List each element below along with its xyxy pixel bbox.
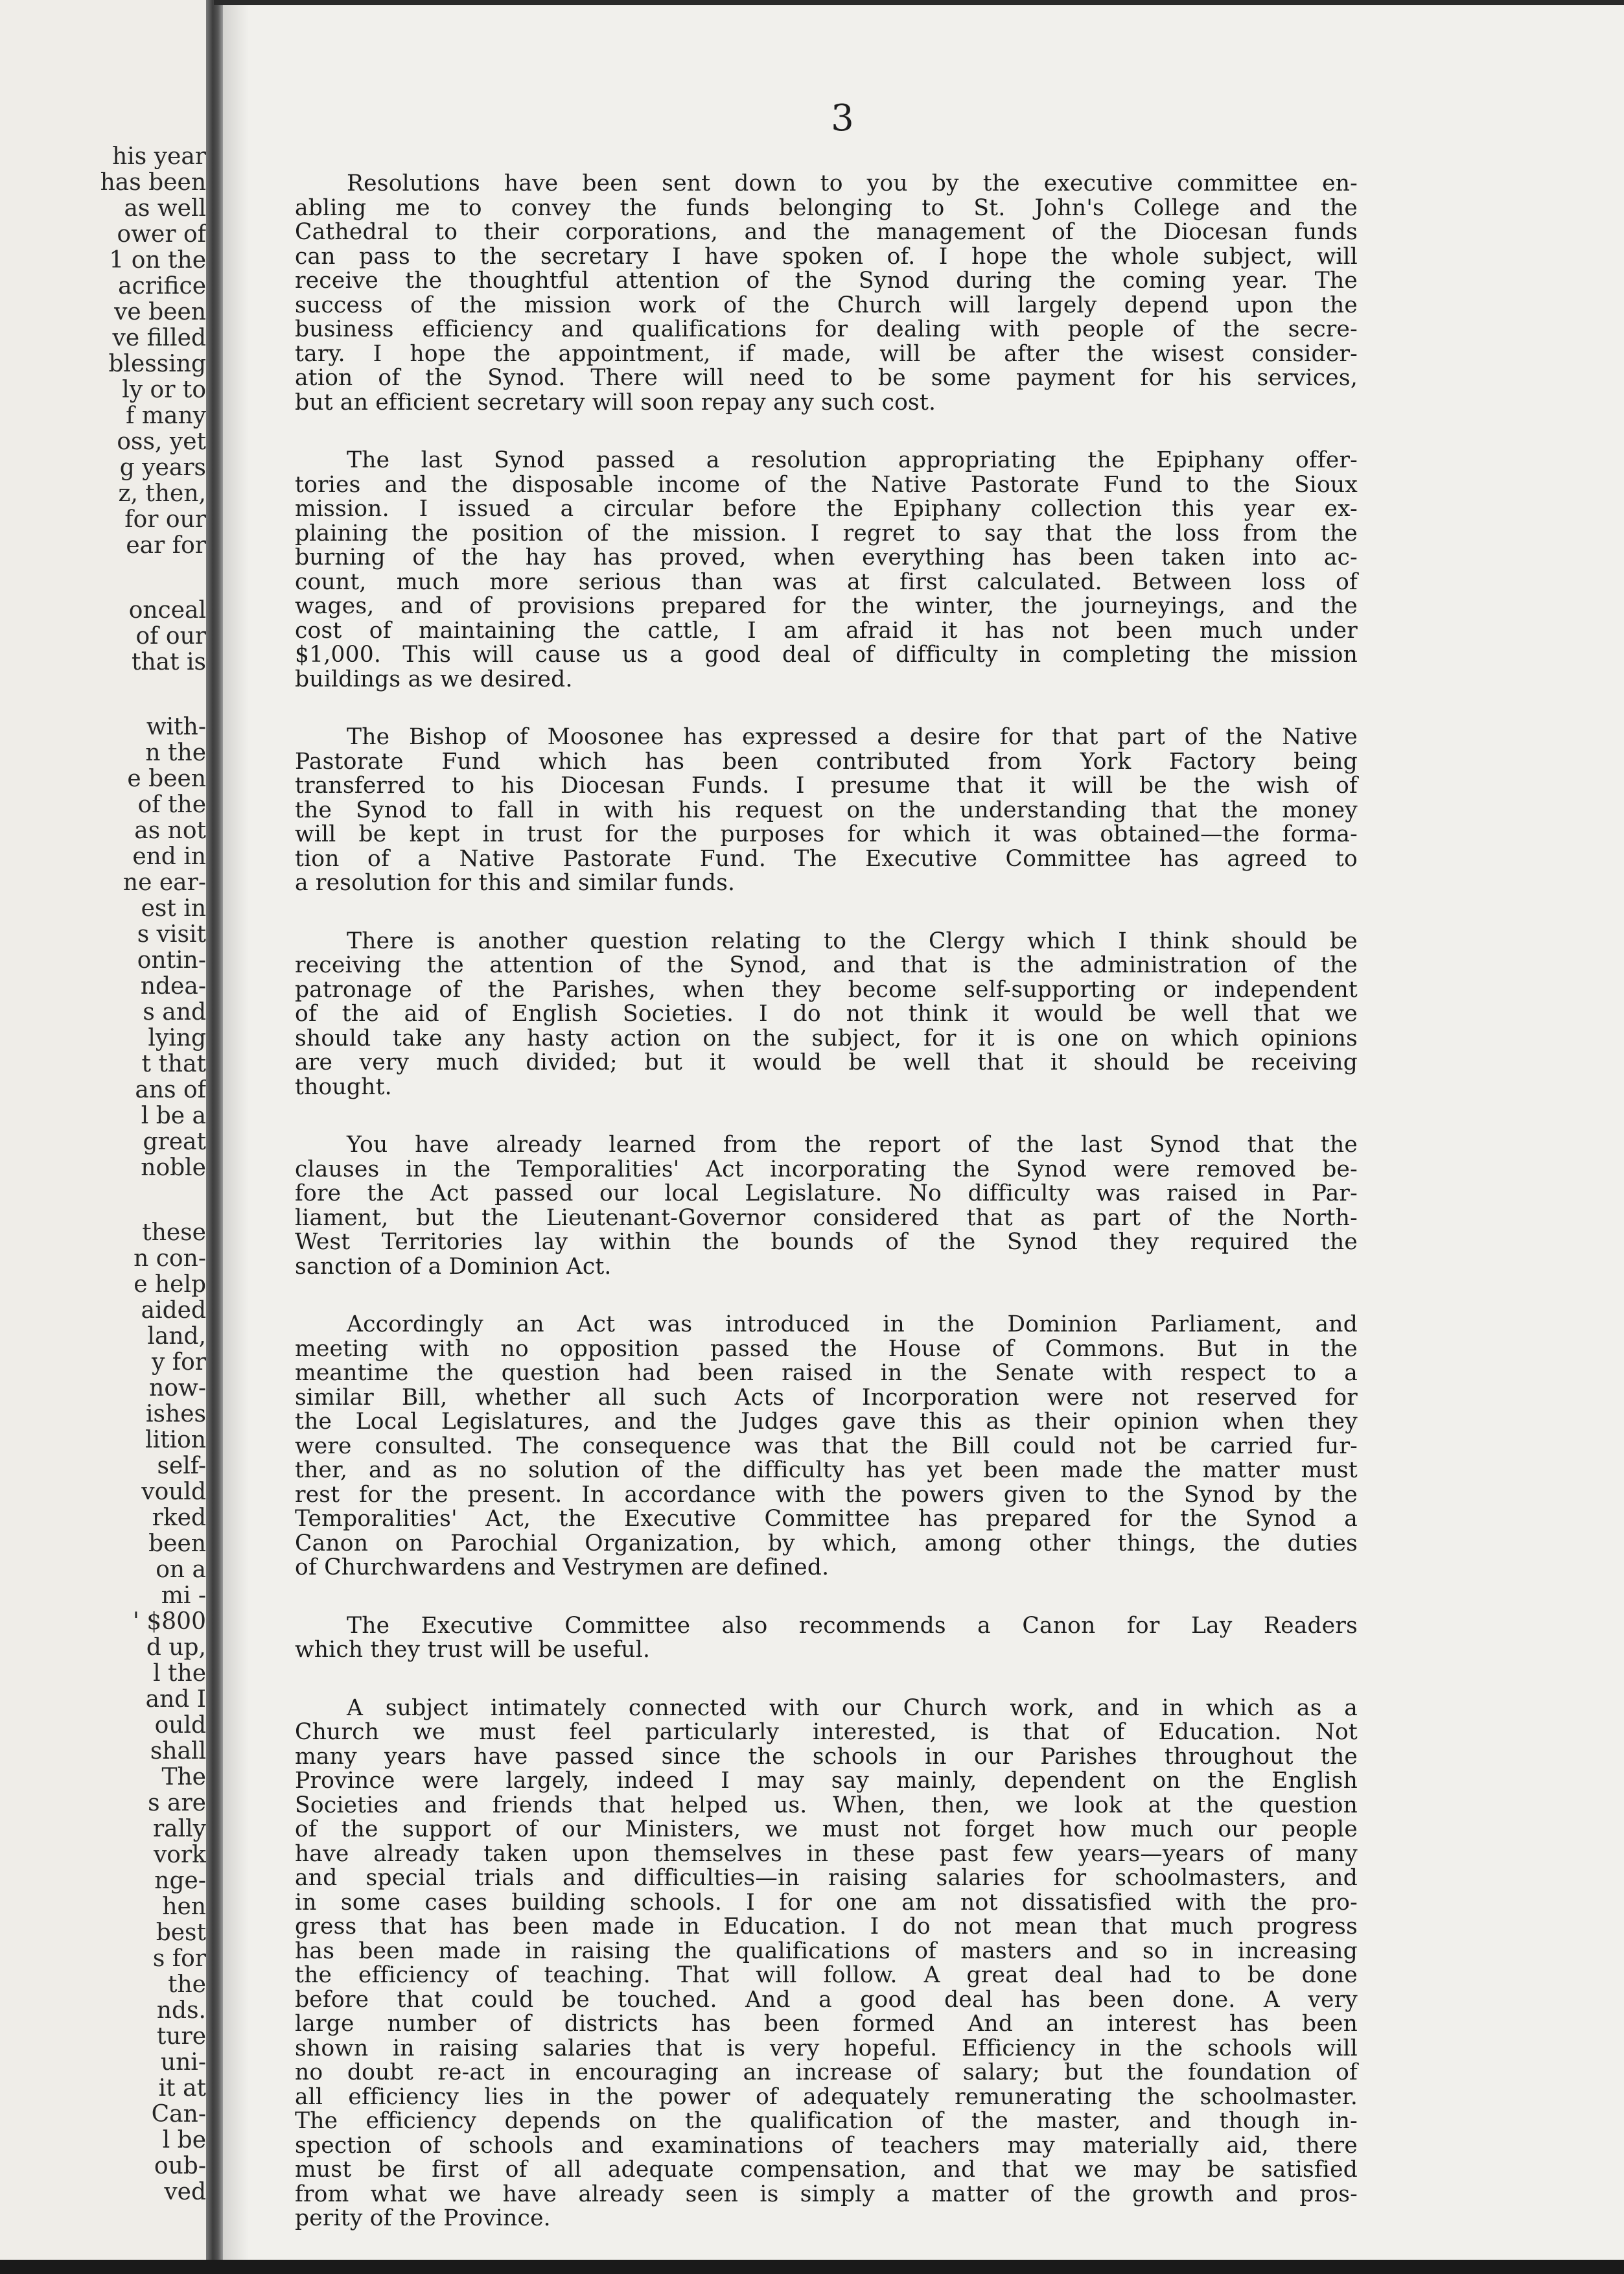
text-line: $1,000. This will cause us a good deal of difficulty in completing the mission [295,642,1358,668]
left-page-line: ans of [135,1077,206,1103]
text-line: meeting with no opposition passed the House of Commons. But in the [295,1335,1358,1362]
text-line: perity of the Province. [295,2205,551,2231]
left-page-line: lition [145,1427,206,1453]
text-line: of Churchwardens and Vestrymen are defined. [295,1554,829,1580]
left-page-line: est in [141,895,206,922]
gutter-shadow [223,0,249,2260]
text-line: thought. [295,1073,392,1100]
left-page-line: ontin- [137,947,206,974]
left-page-line: noble [141,1155,206,1181]
text-line: before that could be touched. And a good deal has been done. A very [295,1986,1358,2013]
text-line: Temporalities' Act, the Executive Committee has prepared for the Synod a [295,1506,1358,1532]
text-line: burning of the hay has proved, when everything has been taken into ac- [295,545,1358,570]
left-page-line: rally [152,1816,206,1842]
left-page-line: end in [132,843,206,870]
left-page-line: mi - [161,1582,206,1609]
left-page-line: shall [150,1738,206,1764]
left-page-line: oss, yet [117,428,206,455]
left-page-line: ture [156,2023,206,2050]
left-page-line: self- [157,1453,206,1479]
paragraph [295,172,1358,415]
main-text-body [295,172,1358,2265]
text-line: in some cases building schools. I for one am not dissatisfied with the pro- [295,1889,1358,1916]
left-page-line: has been [100,169,206,196]
text-line: Pastorate Fund which has been contributed from York Factory being [295,748,1358,775]
text-line: no doubt re-act in encouraging an increase of salary; but the foundation of [295,2059,1358,2085]
left-page-line: g years [119,454,206,481]
text-line: which they trust will be useful. [295,1637,651,1663]
text-line: receiving the attention of the Synod, and that is the administration of the [295,952,1358,978]
text-line: There is another question relating to the Clergy which I think should be [347,928,1358,954]
text-line: from what we have already seen is simply a matter of the growth and pros- [295,2181,1358,2207]
left-page-line: ishes [146,1401,206,1427]
paragraph [295,725,1358,896]
text-line: ther, and as no solution of the difficulty has yet been made the matter must [295,1457,1358,1483]
text-line: are very much divided; but it would be well that it should be receiving [295,1049,1358,1075]
left-page-line: nds. [156,1997,206,2024]
left-page-line: on a [156,1556,206,1583]
paragraph [295,1133,1358,1279]
text-line: Province were largely, indeed I may say mainly, dependent on the English [295,1768,1358,1794]
left-page-line: ve been [114,299,206,325]
text-line: mission. I issued a circular before the Epiphany collection this year ex- [295,496,1358,522]
text-line: Resolutions have been sent down to you by the executive committee en- [347,170,1358,196]
text-line: of the support of our Ministers, we must not forget how much our people [295,1816,1358,1842]
text-line: West Territories lay within the bounds of the Synod they required the [295,1229,1358,1255]
text-line: should take any hasty action on the subject, for it is one on which opinions [295,1025,1358,1051]
left-page-line: s are [148,1790,206,1816]
text-line: count, much more serious than was at first calculated. Between loss of [295,568,1358,595]
left-page-line: s visit [137,921,206,948]
page-number: 3 [831,97,854,139]
left-page-line: the [168,1971,206,1998]
text-line: large number of districts has been formed And an interest has been [295,2011,1358,2037]
left-page-line: it at [158,2075,206,2102]
left-page-line: s for [152,1945,206,1972]
left-page-line: his year [112,143,206,170]
text-line: wages, and of provisions prepared for the winter, the journeyings, and the [295,593,1358,619]
left-page-line: and I [145,1686,206,1713]
text-line: can pass to the secretary I have spoken of. I hope the whole subject, will [295,243,1358,270]
left-page-line: with- [146,714,206,740]
text-line: The Bishop of Moosonee has expressed a desire for that part of the Native [347,724,1358,750]
left-page-line: d up, [146,1634,206,1661]
text-line: has been made in raising the qualifications of masters and so in increasing [295,1938,1358,1964]
text-line: of the aid of English Societies. I do not think it would be well that we [295,1001,1358,1027]
left-page-line: aided [141,1297,206,1324]
text-line: gress that has been made in Education. I do not mean that much progress [295,1914,1358,1940]
text-line: the Local Legislatures, and the Judges gave this as their opinion when they [295,1409,1358,1435]
left-page-line: e help [133,1271,206,1298]
left-page-line: as well [124,195,206,222]
left-page-line: hen [162,1893,206,1920]
text-line: The efficiency depends on the qualification of the master, and though in- [295,2108,1358,2134]
left-page-line: blessing [108,351,206,377]
text-line: buildings as we desired. [295,666,573,692]
text-line: tion of a Native Pastorate Fund. The Executive Committee has agreed to [295,845,1358,872]
left-page-line: rked [152,1505,206,1531]
text-line: Cathedral to their corporations, and the management of the Diocesan funds [295,219,1358,245]
left-page-line: nge- [154,1868,206,1894]
text-line: transferred to his Diocesan Funds. I presume that it will be the wish of [295,773,1358,799]
text-line: the Synod to fall in with his request on the understanding that the money [295,797,1358,823]
text-line: meantime the question had been raised in the Senate with respect to a [295,1360,1358,1386]
text-line: will be kept in trust for the purposes for which it was obtained—the forma- [295,821,1358,847]
left-page-line: for our [124,506,206,533]
text-line: were consulted. The consequence was that the Bill could not be carried fur- [295,1433,1358,1459]
text-line: all efficiency lies in the power of adequately remunerating the schoolmaster. [295,2083,1358,2110]
left-page-line: now- [149,1375,206,1401]
left-page-line: ' $800 [133,1608,206,1635]
left-page-line: t that [141,1051,206,1077]
text-line: liament, but the Lieutenant-Governor considered that as part of the North- [295,1204,1358,1231]
left-page-line: acrifice [118,273,206,299]
text-line: shown in raising salaries that is very hopeful. Efficiency in the schools will [295,2035,1358,2061]
left-page-line: ould [154,1712,206,1739]
left-page-line: l the [153,1660,206,1687]
text-line: The last Synod passed a resolution appropriating the Epiphany offer- [347,447,1358,473]
paragraph [295,1313,1358,1580]
paragraph [295,1614,1358,1663]
text-line: many years have passed since the schools in our Parishes throughout the [295,1743,1358,1770]
text-line: cost of maintaining the cattle, I am afraid it has not been much under [295,617,1358,644]
book-gutter [206,0,223,2260]
text-line: must be first of all adequate compensation, and that we may be satisfied [295,2157,1358,2183]
text-line: but an efficient secretary will soon repay any such cost. [295,389,936,416]
left-page-line: f many [126,403,206,429]
left-page-line: Can- [151,2101,206,2127]
text-line: success of the mission work of the Church will largely depend upon the [295,292,1358,318]
text-line: spection of schools and examinations of teachers may materially aid, there [295,2132,1358,2159]
text-line: the efficiency of teaching. That will follow. A great deal had to be done [295,1962,1358,1988]
text-line: The Executive Committee also recommends a Canon for Lay Readers [347,1612,1358,1639]
text-line: A subject intimately connected with our Church work, and in which as a [347,1694,1358,1721]
top-scan-edge [214,0,1624,5]
left-page-line: z, then, [118,480,206,507]
left-page-line: s and [143,999,206,1026]
left-page-line: of our [135,623,206,650]
text-line: patronage of the Parishes, when they become self-supporting or independent [295,976,1358,1003]
left-page-line: l be a [141,1103,206,1129]
left-page-line: ne ear- [122,869,206,896]
paragraph [295,449,1358,692]
left-facing-page [0,0,206,2260]
text-line: a resolution for this and similar funds. [295,870,736,896]
paragraph [295,1696,1358,2231]
left-page-line: e been [127,766,206,792]
text-line: ation of the Synod. There will need to be some payment for his services, [295,365,1358,391]
left-page-line: vork [153,1842,206,1868]
left-page-line: lying [148,1025,206,1051]
left-page-line: best [156,1919,206,1946]
text-line: and special trials and difficulties—in raising salaries for schoolmasters, and [295,1865,1358,1891]
text-line: plaining the position of the mission. I regret to say that the loss from the [295,520,1358,546]
text-line: Canon on Parochial Organization, by which, among other things, the duties [295,1530,1358,1556]
text-line: similar Bill, whether all such Acts of Incorporation were not reserved for [295,1384,1358,1411]
bottom-scan-edge [0,2260,1624,2274]
left-page-line: that is [131,649,206,675]
left-page-line: uni- [160,2049,206,2076]
left-page-line: land, [147,1323,206,1350]
left-page-line: 1 on the [109,247,206,274]
text-line: tories and the disposable income of the Native Pastorate Fund to the Sioux [295,471,1358,498]
paragraph [295,930,1358,1100]
text-line: have already taken upon themselves in these past few years—years of many [295,1840,1358,1867]
text-line: You have already learned from the report of the last Synod that the [347,1132,1358,1158]
left-page-line: n con- [133,1245,206,1272]
text-line: Accordingly an Act was introduced in the Dominion Parliament, and [347,1311,1358,1337]
left-page-line: ower of [117,221,206,248]
text-line: Church we must feel particularly interested, is that of Education. Not [295,1719,1358,1745]
left-page-line: ly or to [122,377,206,403]
text-line: fore the Act passed our local Legislature. No difficulty was raised in Par- [295,1180,1358,1206]
text-line: receive the thoughtful attention of the Synod during the coming year. The [295,268,1358,294]
left-page-line: been [148,1530,206,1557]
left-page-line: The [161,1764,206,1790]
left-page-line: as not [134,817,206,844]
left-page-line: great [143,1129,206,1155]
left-page-line: ear for [126,532,206,559]
left-page-line: n the [145,740,206,766]
left-page-line: ved [164,2179,206,2205]
left-page-line: of the [137,791,206,818]
left-page-line: oub- [154,2153,206,2179]
text-line: abling me to convey the funds belonging to St. John's College and the [295,194,1358,221]
text-line: clauses in the Temporalities' Act incorporating the Synod were removed be- [295,1156,1358,1182]
text-line: tary. I hope the appointment, if made, will be after the wisest consider- [295,340,1358,367]
text-line: sanction of a Dominion Act. [295,1253,612,1280]
left-page-line: ve filled [112,325,206,351]
left-page-line: onceal [128,597,206,624]
text-line: Societies and friends that helped us. When, then, we look at the question [295,1792,1358,1818]
text-line: rest for the present. In accordance with the powers given to the Synod by the [295,1481,1358,1508]
left-page-line: y for [152,1349,206,1376]
text-line: business efficiency and qualifications for dealing with people of the secre- [295,316,1358,342]
left-page-line: ndea- [140,973,206,1000]
left-page-line: these [142,1219,206,1246]
left-page-line: l be [162,2127,206,2153]
left-page-line: vould [141,1479,206,1505]
